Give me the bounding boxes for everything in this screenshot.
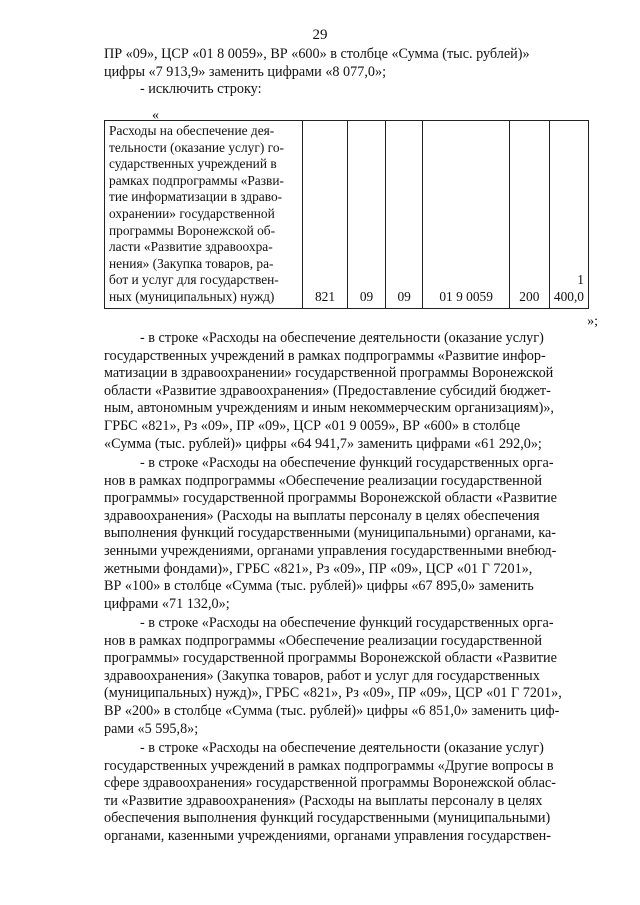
paragraph-line: цифрами «71 132,0»;	[104, 595, 230, 612]
paragraph-line: нов в рамках подпрограммы «Обеспечение реализации государственной	[104, 632, 542, 649]
quote-open: «	[152, 108, 159, 123]
paragraph-1	[104, 330, 596, 453]
cell-vr: 200	[509, 121, 549, 309]
paragraph-line: нов в рамках подпрограммы «Обеспечение реализации государственной	[104, 472, 542, 489]
paragraph-line: программы» государственной программы Воронежской области «Развитие	[104, 490, 557, 507]
description-line: рамках подпрограммы «Разви-	[109, 172, 284, 188]
description-line: Расходы на обеспечение дея-	[109, 123, 275, 138]
paragraph-line: - в строке «Расходы на обеспечение функций государственных орга-	[140, 615, 554, 631]
paragraph-line: здравоохранения» (Закупка товаров, работ и услуг для государственных	[104, 667, 540, 684]
intro-line: цифры «7 913,9» заменить цифрами «8 077,0»;	[104, 63, 387, 80]
paragraph-line: - в строке «Расходы на обеспечение деятельности (оказание услуг)	[140, 330, 544, 346]
paragraph-line: ВР «100» в столбце «Сумма (тыс. рублей)» цифры «67 895,0» заменить	[104, 578, 534, 595]
description-line: тельности (оказание услуг) го-	[109, 139, 284, 155]
paragraph-line: «Сумма (тыс. рублей)» цифры «64 941,7» заменить цифрами «61 292,0»;	[104, 435, 542, 452]
description-line: ных (муниципальных) нужд)	[109, 288, 275, 304]
paragraph-line: ти «Развитие здравоохранения» (Расходы на выплаты персоналу в целях	[104, 792, 543, 809]
paragraph-line: ВР «200» в столбце «Сумма (тыс. рублей)» цифры «6 851,0» заменить циф-	[104, 702, 560, 719]
paragraph-4	[104, 740, 596, 846]
paragraph-line: (муниципальных) нужд)», ГРБС «821», Рз «09», ПР «09», ЦСР «01 Г 7201»,	[104, 685, 562, 702]
row-description	[105, 121, 303, 309]
description-line: ласти «Развитие здравоохра-	[109, 239, 273, 255]
intro-line: - исключить строку:	[140, 81, 262, 98]
cell-pr: 09	[385, 121, 423, 309]
paragraph-line: ным, автономным учреждениям и иным некоммерческим организациям)»,	[104, 400, 554, 417]
paragraph-line: ГРБС «821», Рз «09», ПР «09», ЦСР «01 9 0059», ВР «600» в столбце	[104, 417, 521, 434]
intro-text	[104, 46, 596, 99]
cell-csr: 01 9 0059	[423, 121, 509, 309]
paragraph-line: жетными фондами)», ГРБС «821», Рз «09», ПР «09», ЦСР «01 Г 7201»,	[104, 560, 533, 577]
cell-sum: 1 400,0	[549, 121, 588, 309]
description-line: сударственных учреждений в	[109, 156, 277, 172]
paragraph-line: матизации в здравоохранении» государственной программы Воронежской	[104, 365, 554, 382]
paragraph-3	[104, 615, 596, 738]
description-line: бот и услуг для государствен-	[109, 272, 279, 288]
paragraph-line: органами, казенными учреждениями, органами управления государствен-	[104, 827, 551, 844]
quote-close: »;	[587, 314, 598, 329]
paragraph-line: государственных учреждений в рамках подпрограммы «Другие вопросы в	[104, 757, 554, 774]
cell-grbs: 821	[302, 121, 348, 309]
intro-line: ПР «09», ЦСР «01 8 0059», ВР «600» в столбце «Сумма (тыс. рублей)»	[104, 46, 530, 62]
paragraph-line: зенными учреждениями, органами управления государственными внебюд-	[104, 542, 557, 559]
paragraph-line: сфере здравоохранения» государственной программы Воронежской облас-	[104, 775, 556, 792]
description-line: тие информатизации в здраво-	[109, 189, 283, 205]
paragraph-line: программы» государственной программы Воронежской области «Развитие	[104, 650, 557, 667]
description-line: нения» (Закупка товаров, ра-	[109, 255, 274, 271]
paragraph-line: - в строке «Расходы на обеспечение функций государственных орга-	[140, 455, 554, 471]
paragraph-line: выполнения функций государственными (муниципальными) органами, ка-	[104, 525, 557, 542]
paragraph-line: рами «5 595,8»;	[104, 720, 199, 737]
paragraph-line: государственных учреждений в рамках подпрограммы «Развитие инфор-	[104, 347, 546, 364]
description-line: программы Воронежской об-	[109, 222, 276, 238]
paragraph-line: здравоохранения» (Расходы на выплаты персоналу в целях обеспечения	[104, 507, 540, 524]
table-row	[105, 121, 589, 309]
excluded-row-table	[104, 120, 589, 309]
paragraph-line: - в строке «Расходы на обеспечение деятельности (оказание услуг)	[140, 740, 544, 756]
paragraph-2	[104, 455, 596, 613]
page-number: 29	[312, 27, 328, 43]
paragraph-line: обеспечения выполнения функций государственными (муниципальными)	[104, 810, 551, 827]
description-line: охранении» государственной	[109, 205, 275, 221]
cell-rz: 09	[348, 121, 386, 309]
paragraph-line: области «Развитие здравоохранения» (Предоставление субсидий бюджет-	[104, 382, 551, 399]
